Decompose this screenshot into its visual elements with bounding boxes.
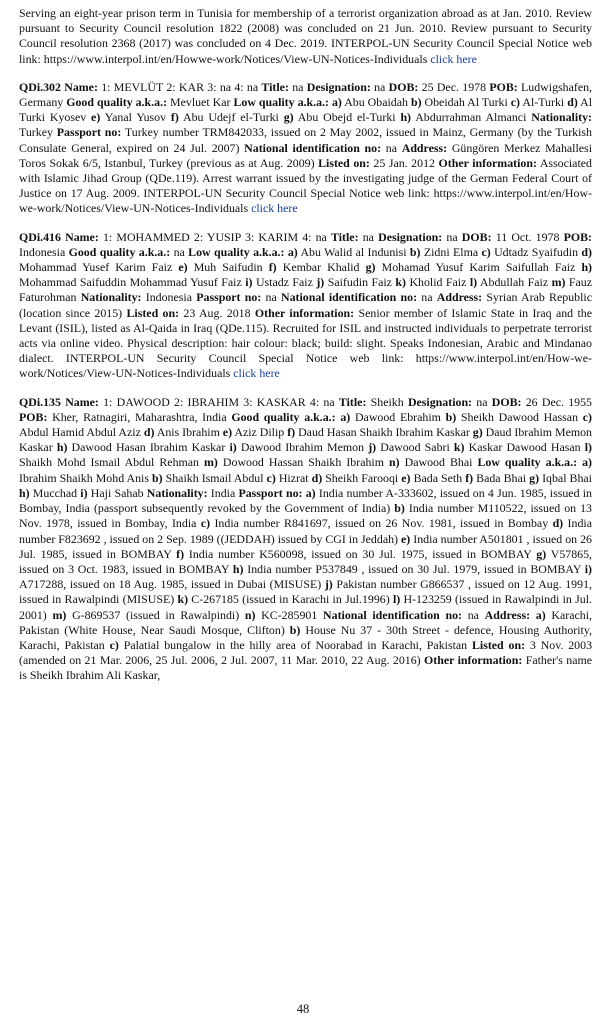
field-label: b) (445, 409, 457, 424)
field-label: d) (311, 470, 323, 485)
field-label: Address: (484, 607, 531, 622)
field-value: H-123259 (issued in Rawalpindi in Jul. 2001) (19, 592, 592, 622)
field-label: a) (582, 455, 592, 470)
field-value: Saifudin Faiz (324, 275, 396, 290)
entry-qdi-135 (19, 395, 592, 684)
field-value: na (370, 79, 389, 94)
field-value: Fauz Faturohman (19, 275, 593, 305)
entry-qdi-302 (19, 80, 592, 217)
field-label: POB: (563, 229, 592, 244)
field-value: na (358, 229, 379, 244)
entry-qdi-416 (19, 230, 592, 382)
field-label: d) (552, 516, 564, 531)
field-label: Passport no: (56, 125, 122, 140)
field-label: Title: (331, 229, 359, 244)
field-value: Kaskar Dawood Hasan (464, 440, 585, 455)
field-label: f) (176, 546, 185, 561)
field-label: k) (453, 440, 465, 455)
field-label: a) (287, 244, 298, 259)
field-value: Al-Turki (520, 95, 568, 110)
field-value: 23 Aug. 2018 (179, 305, 255, 320)
field-label: a) (340, 409, 351, 424)
field-label: i) (584, 561, 592, 576)
field-label: l) (392, 592, 401, 607)
field-value: Kembar Khalid (276, 260, 366, 275)
field-value: India (207, 485, 239, 500)
field-label: c) (109, 637, 119, 652)
field-label: Address: (436, 290, 483, 305)
field-label: Title: (338, 394, 367, 409)
field-value: KC-285901 (255, 607, 324, 622)
entries-container (19, 6, 592, 684)
field-value: A717288, issued on 18 Aug. 1985, issued in Dubai (MISUSE) (19, 577, 325, 592)
field-label: e) (222, 425, 233, 440)
field-value: Serving an eight-year prison term in Tunisia for membership of a terrorist organization abroad as at Jan. 2010. Review pursuant to Security Council resolution 1822 (2008) was concluded on 21 Jun. 2010. Review pursuant to Security Council resolution 2368 (2017) was concluded on 4 Dec. 2019. INTERPOL-UN Security Council Special Notice web link: https://www.interpol.int/en/Howwe-work/Notices/View-UN-Notices-Individuals (19, 6, 592, 66)
field-label: n) (244, 607, 256, 622)
field-label: l) (469, 275, 478, 290)
field-value: Sheikh Farooqi (322, 470, 402, 485)
field-value: Daud Hasan Shaikh Ibrahim Kaskar (295, 425, 473, 440)
field-label: h) (581, 260, 593, 275)
field-label: Passport no: (238, 485, 303, 500)
field-value: G-869537 (issued in Rawalpindi) (66, 607, 245, 622)
field-value: 11 Oct. 1978 (491, 229, 564, 244)
field-label: Nationality: (80, 290, 142, 305)
field-value: Muh Saifudin (187, 260, 269, 275)
field-label: a) (535, 607, 546, 622)
field-label: d) (143, 425, 155, 440)
field-value: 26 Dec. 1955 (521, 394, 592, 409)
field-value: Ludwigshafen, Germany (19, 79, 593, 110)
field-value: Abu Obaidah (341, 95, 411, 110)
field-value: Mevluet Kar (167, 95, 234, 110)
field-label: d) (581, 244, 592, 259)
field-label: f) (170, 110, 179, 125)
field-value: 1: MEVLÜT 2: KAR 3: na 4: na (97, 79, 262, 94)
field-label: Other information: (254, 305, 355, 320)
field-label: Nationality: (146, 485, 208, 500)
field-label: Listed on: (318, 155, 370, 170)
field-value: Mohammad Saifuddin Mohammad Yusuf Faiz (19, 275, 246, 290)
field-label: Nationality: (531, 110, 593, 125)
field-value: Al Turki Kyosev (19, 95, 593, 125)
field-value: Udtadz Syaifudin (490, 244, 582, 259)
field-value: Aziz Dilip (232, 425, 288, 440)
field-label: Other information: (424, 653, 523, 668)
field-label: g) (472, 425, 483, 440)
field-label: Good quality a.k.a.: (66, 95, 168, 110)
field-label: a) (331, 95, 342, 110)
field-value: Dawood Sabri (376, 440, 454, 455)
click-here-link[interactable]: click here (233, 366, 280, 381)
field-label: Title: (261, 79, 289, 94)
field-label: h) (56, 440, 68, 455)
field-label: QDi.302 Name: (19, 79, 98, 94)
field-value: Father's name is Sheikh Ibrahim Ali Kaskar, (19, 653, 592, 683)
field-label: i) (80, 485, 88, 500)
field-value: Güngören Merkez Mahallesi Toros Sokak 6/5, Istanbul, Turkey (previous as at Aug. 2009) (19, 140, 592, 170)
field-value: Mohamad Yusuf Karim Saifullah Faiz (375, 260, 582, 275)
field-value: Palatial bungalow in the hilly area of Noorabad in Karachi, Pakistan (118, 637, 472, 652)
field-label: h) (400, 110, 412, 125)
field-label: e) (401, 531, 411, 546)
field-label: e) (178, 260, 188, 275)
field-label: b) (409, 244, 421, 259)
field-value: Indonesia (141, 290, 197, 305)
field-value: na (170, 244, 189, 259)
field-label: d) (567, 95, 578, 110)
field-label: f) (287, 425, 296, 440)
field-value: Senior member of Islamic State in Iraq and the Levant (ISIL), listed as Al-Qaida in Iraq (QDe.115). Recruited for ISIL and instructed individuals to perpetrate terrorist acts via online video. Physical description: hair colour: black; build: slight. Speaks Indonesian, Arabic and Mindanao dialect. INTERPOL-UN Security Council Special Notice web link: https://www.interpol.int/en/How-we-work/Notices/View-UN-Notices-Individuals (19, 305, 592, 381)
field-label: c) (582, 409, 592, 424)
field-value: Mucchad (29, 485, 81, 500)
field-label: QDi.416 Name: (19, 229, 99, 244)
field-value: Dowood Hassan Shaikh Ibrahim (217, 455, 390, 470)
field-value: Karachi, Pakistan (White House, Near Saudi Mosque, Clifton) (19, 607, 593, 637)
field-value: Bada Seth (410, 470, 466, 485)
field-value: Indonesia (19, 244, 69, 259)
field-label: j) (324, 577, 333, 592)
field-value: Abdullah Faiz (477, 275, 552, 290)
field-value: na (417, 290, 437, 305)
page-number: 48 (296, 1002, 310, 1016)
field-label: QDi.135 Name: (19, 394, 99, 409)
field-label: h) (232, 561, 244, 576)
field-label: h) (19, 485, 30, 500)
field-value: C-267185 (issued in Karachi in Jul.1996) (188, 592, 393, 607)
click-here-link[interactable]: click here (251, 201, 298, 216)
field-value: Anis Ibrahim (154, 425, 223, 440)
field-label: k) (177, 592, 189, 607)
field-value: 1: MOHAMMED 2: YUSIP 3: KARIM 4: na (98, 229, 332, 244)
field-value: Obeidah Al Turki (421, 95, 511, 110)
field-value: 25 Jan. 2012 (369, 155, 439, 170)
field-value: Associated with Islamic Jihad Group (QDe.119). Arrest warrant issued by the investigating judge of the German Federal Court of Justice on 17 Aug. 2009. INTERPOL-UN Security Council Special Notice web link: https://www.interpol.int/en/How-we-work/Notices/View-UN-Notices-Individuals (19, 155, 592, 216)
field-value: Sheikh Dawood Hassan (456, 409, 583, 424)
field-value: Pakistan number G866537 , issued on 12 Aug. 1991, issued in Rawalpindi (MISUSE) (19, 577, 592, 607)
field-value: House Nu 37 - 30th Street - defence, Housing Authority, Karachi, Pakistan (19, 622, 592, 652)
field-value: na (442, 229, 462, 244)
field-value: Abu Walid al Indunisi (297, 244, 410, 259)
field-label: b) (152, 470, 163, 485)
field-label: c) (200, 516, 211, 531)
field-label: Designation: (306, 79, 371, 94)
field-value: Abdul Hamid Abdul Aziz (19, 425, 144, 440)
field-value: na (261, 290, 282, 305)
field-value: Dawood Bhai (399, 455, 478, 470)
field-label: e) (91, 110, 101, 125)
field-label: e) (401, 470, 411, 485)
field-value: Sheikh (366, 394, 408, 409)
field-value: na (288, 79, 307, 94)
field-value: India number A-333602, issued on 4 Jun. 1985, issued in Bombay, India (passport subsequently revoked by the Government of India) (19, 485, 592, 516)
field-label: POB: (489, 79, 518, 94)
field-value: Kher, Ratnagiri, Maharashtra, India (47, 409, 232, 424)
field-label: POB: (19, 409, 48, 424)
field-value: na (462, 607, 485, 622)
field-label: f) (465, 470, 474, 485)
field-label: Listed on: (126, 305, 180, 320)
field-value: Abu Udejf el-Turki (178, 110, 284, 125)
field-value: Bada Bhai (473, 470, 530, 485)
field-label: Low quality a.k.a.: (477, 455, 578, 470)
field-value: India number R841697, issued on 26 Nov. 1981, issued in Bombay (210, 516, 553, 531)
field-label: c) (481, 244, 491, 259)
field-value: Syrian Arab Republic (location since 2015) (19, 290, 592, 320)
field-value: Abu Obejd el-Turki (293, 110, 401, 125)
field-label: c) (510, 95, 521, 110)
field-label: DOB: (491, 394, 522, 409)
field-value: 1: DAWOOD 2: IBRAHIM 3: KASKAR 4: na (98, 394, 339, 409)
field-label: Address: (401, 140, 448, 155)
field-label: DOB: (388, 79, 419, 94)
field-label: b) (289, 622, 301, 637)
field-label: m) (551, 275, 566, 290)
field-label: g) (283, 110, 294, 125)
field-label: Listed on: (471, 637, 526, 652)
field-label: f) (268, 260, 277, 275)
field-value: India number F823692 , issued on 2 Sep. 1989 ((JEDDAH) issued by CGI in Jeddah) (19, 516, 592, 546)
field-label: i) (245, 275, 253, 290)
field-label: c) (266, 470, 276, 485)
field-value: na (381, 140, 402, 155)
field-label: Good quality a.k.a.: (231, 409, 336, 424)
field-value: Haji Sahab (87, 485, 147, 500)
field-label: Low quality a.k.a.: (233, 95, 329, 110)
field-label: g) (536, 546, 547, 561)
field-label: National identification no: (323, 607, 462, 622)
field-label: National identification no: (244, 140, 382, 155)
field-label: Passport no: (196, 290, 262, 305)
field-label: b) (394, 501, 405, 516)
field-value: Dawood Ebrahim (350, 409, 446, 424)
field-label: g) (529, 470, 540, 485)
field-value: Zidni Elma (420, 244, 482, 259)
field-value: India number M110522, issued on 13 Nov. 1978, issued in Bombay, India (19, 501, 593, 531)
field-label: a) (305, 485, 316, 500)
field-value: Shaikh Mohd Ismail Abdul Rehman (19, 455, 205, 470)
field-value: Kholid Faiz (405, 275, 470, 290)
field-value: India number P537849 , issued on 30 Jul. 1979, issued in BOMBAY (243, 561, 585, 576)
field-value: Hizrat (275, 470, 312, 485)
field-label: Low quality a.k.a.: (188, 244, 285, 259)
field-value: Dawood Ibrahim Memon (236, 440, 369, 455)
field-label: National identification no: (281, 290, 418, 305)
field-value: 3 Nov. 2003 (amended on 21 Mar. 2006, 25 Jul. 2006, 2 Jul. 2007, 11 Mar. 2010, 22 Aug. 2016) (19, 637, 593, 668)
field-label: j) (316, 275, 325, 290)
field-value: na (472, 394, 492, 409)
field-value: Dawood Hasan Ibrahim Kaskar (67, 440, 230, 455)
click-here-link[interactable]: click here (430, 51, 477, 66)
field-label: k) (395, 275, 406, 290)
field-value: Mohammad Yusef Karim Faiz (19, 260, 179, 275)
field-label: l) (584, 440, 593, 455)
field-label: m) (52, 607, 67, 622)
field-value: Shaikh Ismail Abdul (162, 470, 267, 485)
field-label: i) (229, 440, 237, 455)
field-value: 25 Dec. 1978 (418, 79, 490, 94)
field-label: Good quality a.k.a.: (68, 244, 171, 259)
field-value: India number A501801 , issued on 26 Jul. 1985, issued in BOMBAY (19, 531, 592, 561)
field-label: g) (365, 260, 376, 275)
field-label: Other information: (438, 155, 537, 170)
field-label: b) (410, 95, 422, 110)
field-value: Turkey number TRM842033, issued on 2 May 2002, issued in Mainz, Germany (by the Turkish Consulate General, expired on 24 Jul. 2007) (19, 125, 593, 155)
field-value: Daud Ibrahim Memon Kaskar (19, 425, 592, 455)
field-value: Ustadz Faiz (252, 275, 317, 290)
field-value: Abdurrahman Almanci (411, 110, 532, 125)
field-label: m) (204, 455, 218, 470)
field-value: Iqbal Bhai (539, 470, 592, 485)
field-label: j) (368, 440, 377, 455)
field-value: Turkey (19, 125, 57, 140)
entry-intro (19, 6, 592, 67)
field-value: Yanal Yusov (100, 110, 171, 125)
field-label: n) (389, 455, 400, 470)
field-label: Designation: (378, 229, 443, 244)
field-label: DOB: (461, 229, 492, 244)
field-value: Ibrahim Shaikh Mohd Anis (19, 470, 153, 485)
field-label: Designation: (407, 394, 473, 409)
field-value: V57865, issued on 3 Oct. 1983, issued in BOMBAY (19, 546, 593, 576)
field-value: India number K560098, issued on 30 Jul. 1975, issued in BOMBAY (184, 546, 537, 561)
